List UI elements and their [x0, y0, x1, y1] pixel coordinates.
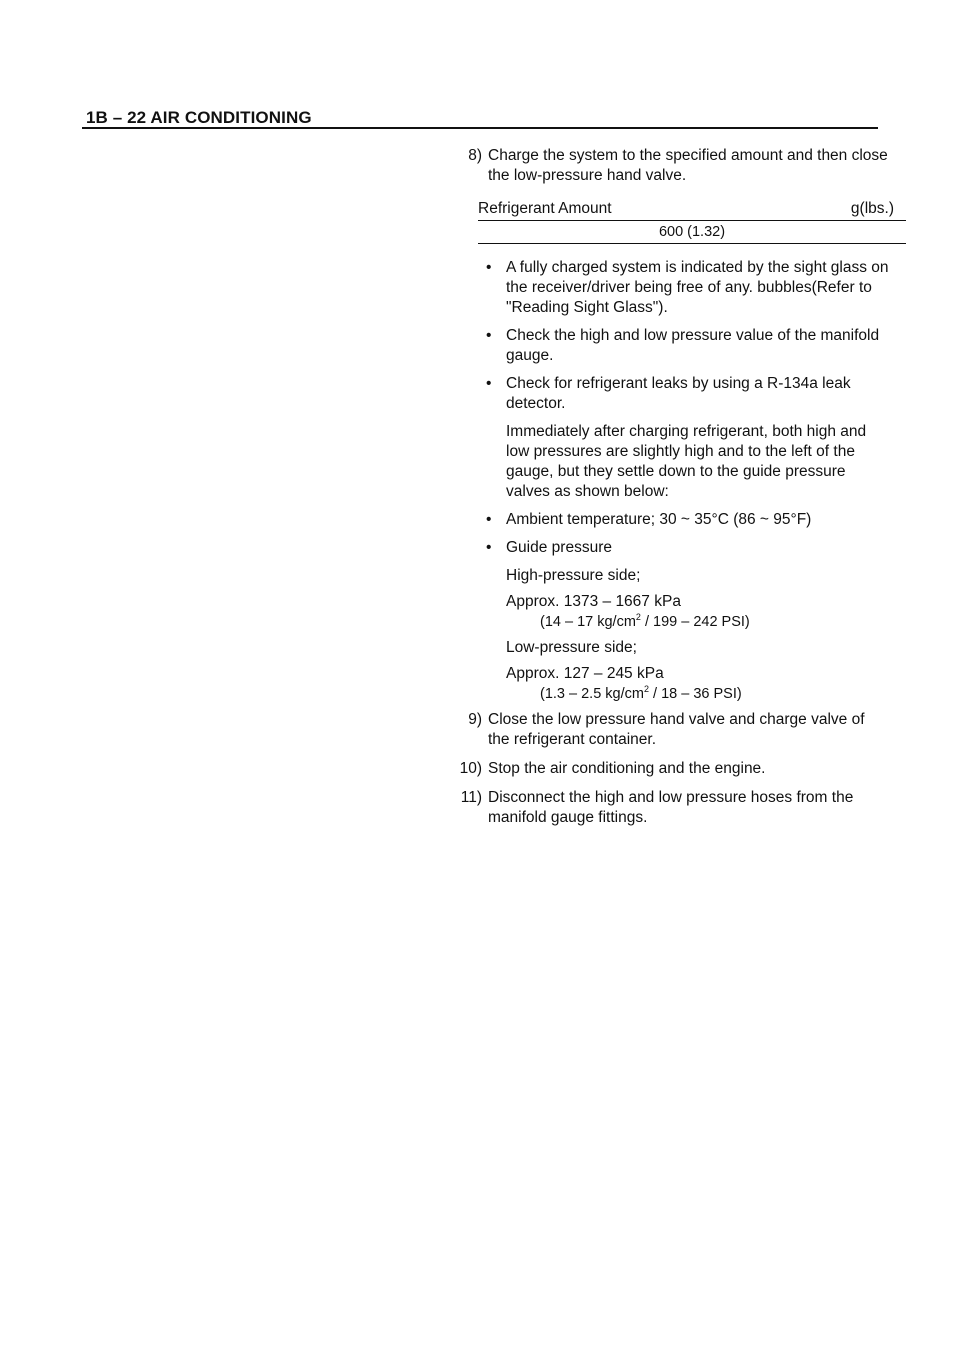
bullet-icon: • — [486, 259, 492, 276]
step-11 — [450, 788, 890, 828]
step-text: Charge the system to the specified amount and then close the low-pressure hand valve. — [488, 147, 888, 184]
bullet-icon: • — [486, 511, 492, 528]
table-value: 600 (1.32) — [478, 221, 906, 244]
bullet-item — [450, 538, 890, 558]
units-text: / 18 – 36 PSI) — [648, 686, 742, 702]
units-text: (1.3 – 2.5 kg/cm — [540, 686, 644, 702]
high-pressure-label: High-pressure side; — [506, 567, 641, 584]
bullet-text: Check for refrigerant leaks by using a R-134a leak detector. — [506, 375, 851, 412]
header-rule — [82, 127, 878, 129]
step-8 — [450, 146, 890, 186]
refrigerant-table — [478, 197, 906, 244]
units-superscript: 2 — [643, 684, 649, 695]
bullet-icon: • — [486, 539, 492, 556]
units-text: / 199 – 242 PSI) — [640, 614, 750, 630]
units-text: (14 – 17 kg/cm — [540, 614, 636, 630]
low-pressure-units — [450, 684, 890, 704]
units-superscript: 2 — [635, 612, 641, 623]
table-label: Refrigerant Amount — [478, 200, 612, 217]
table-header — [478, 197, 906, 221]
step-text: Disconnect the high and low pressure hoses from the manifold gauge fittings. — [488, 789, 854, 826]
step-text: Stop the air conditioning and the engine. — [488, 760, 766, 777]
main-content — [450, 146, 894, 837]
step-text: Close the low pressure hand valve and charge valve of the refrigerant container. — [488, 711, 865, 748]
low-pressure-approx: Approx. 127 – 245 kPa — [506, 665, 664, 682]
high-pressure-approx: Approx. 1373 – 1667 kPa — [506, 593, 681, 610]
step-9 — [450, 710, 890, 750]
bullet-icon: • — [486, 375, 492, 392]
bullet-item — [450, 326, 890, 366]
bullet-icon: • — [486, 327, 492, 344]
step-10 — [450, 759, 890, 779]
bullet-text: Check the high and low pressure value of the manifold gauge. — [506, 327, 880, 364]
bullet-text: Ambient temperature; 30 ~ 35°C (86 ~ 95°F) — [506, 511, 812, 528]
step-number: 10) — [459, 760, 482, 777]
bullet-item — [450, 510, 890, 530]
page-header: 1B – 22 AIR CONDITIONING — [86, 108, 312, 127]
bullet-text: Guide pressure — [506, 539, 612, 556]
low-pressure-label: Low-pressure side; — [506, 639, 637, 656]
step-number: 9) — [468, 711, 482, 728]
bullet-item — [450, 258, 890, 318]
bullet-text: A fully charged system is indicated by the sight glass on the receiver/driver being free of any. bubbles(Refer to "Reading Sight Glass"). — [506, 259, 889, 316]
step-number: 11) — [460, 789, 482, 806]
high-pressure-units — [450, 612, 890, 632]
table-unit: g(lbs.) — [850, 200, 894, 217]
bullet-item — [450, 374, 890, 414]
step-number: 8) — [468, 147, 482, 164]
note-paragraph: Immediately after charging refrigerant, both high and low pressures are slightly high and to the left of the gauge, but they settle down to the guide pressure valves as shown below: — [506, 423, 867, 500]
